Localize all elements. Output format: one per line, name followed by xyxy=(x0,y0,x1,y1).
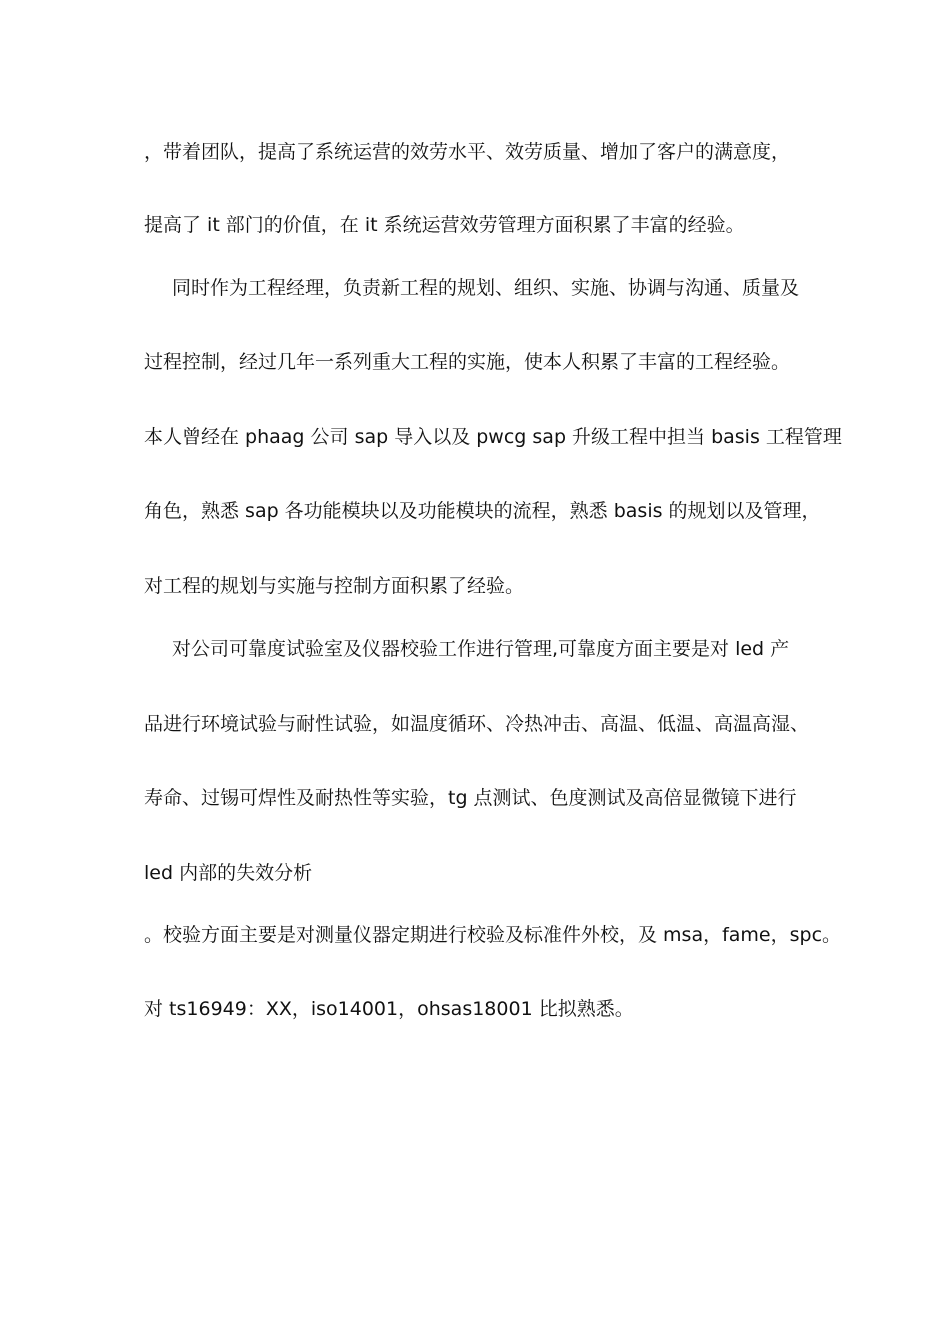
text-line-13: 对 ts16949：XX，iso14001，ohsas18001 比拟熟悉。 xyxy=(144,998,634,1020)
text-line-3: 同时作为工程经理，负责新工程的规划、组织、实施、协调与沟通、质量及 xyxy=(172,277,800,299)
text-line-12: 。校验方面主要是对测量仪器定期进行校验及标准件外校，及 msa，fame，spc。 xyxy=(144,924,842,946)
text-line-6: 角色，熟悉 sap 各功能模块以及功能模块的流程，熟悉 basis 的规划以及管理， xyxy=(144,500,821,522)
text-line-5: 本人曾经在 phaag 公司 sap 导入以及 pwcg sap 升级工程中担当 basis 工程管理 xyxy=(144,426,842,448)
text-line-4: 过程控制，经过几年一系列重大工程的实施，使本人积累了丰富的工程经验。 xyxy=(144,351,791,373)
text-line-7: 对工程的规划与实施与控制方面积累了经验。 xyxy=(144,575,525,597)
text-line-2: 提高了 it 部门的价值，在 it 系统运营效劳管理方面积累了丰富的经验。 xyxy=(144,214,745,236)
text-line-8: 对公司可靠度试验室及仪器校验工作进行管理,可靠度方面主要是对 led 产 xyxy=(172,638,790,660)
text-line-9: 品进行环境试验与耐性试验，如温度循环、冷热冲击、高温、低温、高温高湿、 xyxy=(144,713,810,735)
text-line-11: led 内部的失效分析 xyxy=(144,862,313,884)
text-line-10: 寿命、过锡可焊性及耐热性等实验，tg 点测试、色度测试及高倍显微镜下进行 xyxy=(144,787,797,809)
text-line-1: ，带着团队，提高了系统运营的效劳水平、效劳质量、增加了客户的满意度， xyxy=(144,141,791,163)
